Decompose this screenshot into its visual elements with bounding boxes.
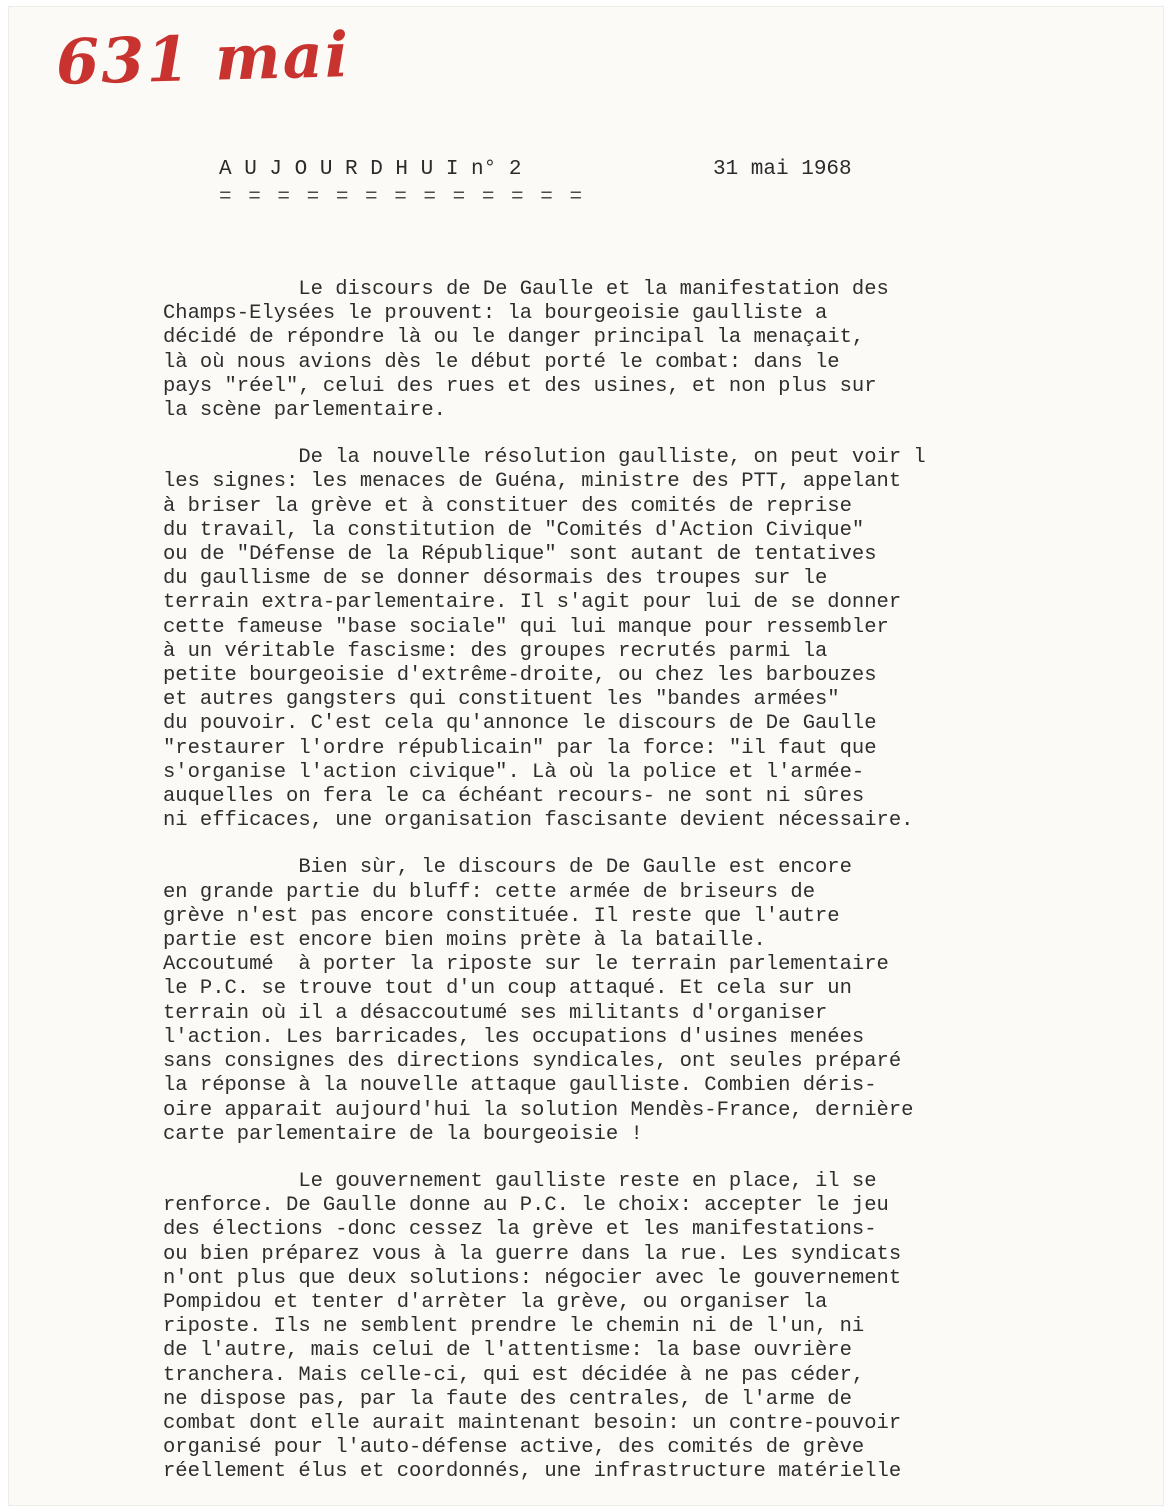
text-line: du pouvoir. C'est cela qu'annonce le discours de De Gaulle — [163, 712, 877, 736]
text-line: Champs-Elysées le prouvent: la bourgeoisie gaulliste a — [163, 302, 828, 326]
paragraph — [163, 1170, 1043, 1485]
text-line: grève n'est pas encore constituée. Il reste que l'autre — [163, 904, 840, 928]
text-line: Pompidou et tenter d'arrèter la grève, ou organiser la — [163, 1290, 828, 1314]
text-line: combat dont elle aurait maintenant besoin: un contre-pouvoir — [163, 1411, 902, 1435]
text-line: du travail, la constitution de "Comités d'Action Civique" — [163, 518, 865, 542]
document-page — [8, 6, 1164, 1506]
text-line: sans consignes des directions syndicales, ont seules préparé — [163, 1050, 902, 1074]
text-line: terrain extra-parlementaire. Il s'agit pour lui de se donner — [163, 591, 902, 615]
text-line: Le gouvernement gaulliste reste en place, il se — [163, 1169, 877, 1193]
newsletter-title: A U J O U R D H U I n° 2 — [219, 158, 522, 181]
text-line: petite bourgeoisie d'extrême-droite, ou chez les barbouzes — [163, 664, 877, 688]
text-line: des élections -donc cessez la grève et les manifestations- — [163, 1218, 877, 1242]
text-line: et autres gangsters qui constituent les "bandes armées" — [163, 688, 840, 712]
text-line: Bien sùr, le discours de De Gaulle est encore — [163, 856, 852, 880]
text-line: terrain où il a désaccoutumé ses militants d'organiser — [163, 1001, 828, 1025]
text-line: à briser la grève et à constituer des comités de reprise — [163, 494, 852, 518]
text-line: partie est encore bien moins prète à la bataille. — [163, 929, 766, 953]
title-underline: = = = = = = = = = = = = = — [219, 186, 585, 209]
text-line: De la nouvelle résolution gaulliste, on peut voir l — [163, 446, 926, 470]
newsletter-date: 31 mai 1968 — [713, 158, 852, 181]
text-line: la scène parlementaire. — [163, 399, 446, 423]
text-line: Le discours de De Gaulle et la manifestation des — [163, 278, 889, 301]
text-line: ni efficaces, une organisation fascisante devient nécessaire. — [163, 809, 914, 833]
text-line: renforce. De Gaulle donne au P.C. le choix: accepter le jeu — [163, 1194, 889, 1218]
text-line: réellement élus et coordonnés, une infrastructure matérielle — [163, 1460, 902, 1484]
text-line: riposte. Ils ne semblent prendre le chemin ni de l'un, ni — [163, 1315, 865, 1339]
text-line: pays "réel", celui des rues et des usines, et non plus sur — [163, 374, 877, 398]
text-line: les signes: les menaces de Guéna, ministre des PTT, appelant — [163, 470, 902, 494]
text-line: s'organise l'action civique". Là où la police et l'armée- — [163, 760, 865, 784]
text-line: à un véritable fascisme: des groupes recrutés parmi la — [163, 639, 828, 663]
paragraph — [163, 446, 1043, 833]
paragraph — [163, 278, 1043, 423]
text-line: ou de "Défense de la République" sont autant de tentatives — [163, 543, 877, 567]
text-line: Accoutumé à porter la riposte sur le terrain parlementaire — [163, 953, 889, 977]
text-line: n'ont plus que deux solutions: négocier avec le gouvernement — [163, 1266, 902, 1290]
text-line: là où nous avions dès le début porté le combat: dans le — [163, 350, 840, 374]
text-line: la réponse à la nouvelle attaque gaulliste. Combien déris- — [163, 1074, 877, 1098]
text-line: ne dispose pas, par la faute des centrales, de l'arme de — [163, 1387, 852, 1411]
text-line: organisé pour l'auto-défense active, des comités de grève — [163, 1436, 865, 1460]
handwritten-annotation: 631 mai — [55, 18, 352, 99]
text-line: de l'autre, mais celui de l'attentisme: la base ouvrière — [163, 1339, 852, 1363]
text-line: en grande partie du bluff: cette armée de briseurs de — [163, 880, 816, 904]
article-body — [163, 278, 1043, 1508]
text-line: "restaurer l'ordre républicain" par la force: "il faut que — [163, 736, 877, 760]
paragraph — [163, 856, 1043, 1146]
text-line: oire apparait aujourd'hui la solution Mendès-France, dernière — [163, 1098, 914, 1122]
text-line: ou bien préparez vous à la guerre dans la rue. Les syndicats — [163, 1242, 902, 1266]
text-line: cette fameuse "base sociale" qui lui manque pour ressembler — [163, 615, 889, 639]
text-line: tranchera. Mais celle-ci, qui est décidée à ne pas céder, — [163, 1363, 865, 1387]
text-line: décidé de répondre là ou le danger principal la menaçait, — [163, 326, 865, 350]
text-line: auquelles on fera le ca échéant recours- ne sont ni sûres — [163, 785, 865, 809]
text-line: l'action. Les barricades, les occupations d'usines menées — [163, 1025, 865, 1049]
text-line: du gaullisme de se donner désormais des troupes sur le — [163, 567, 828, 591]
text-line: carte parlementaire de la bourgeoisie ! — [163, 1122, 643, 1146]
text-line: le P.C. se trouve tout d'un coup attaqué. Et cela sur un — [163, 977, 852, 1001]
